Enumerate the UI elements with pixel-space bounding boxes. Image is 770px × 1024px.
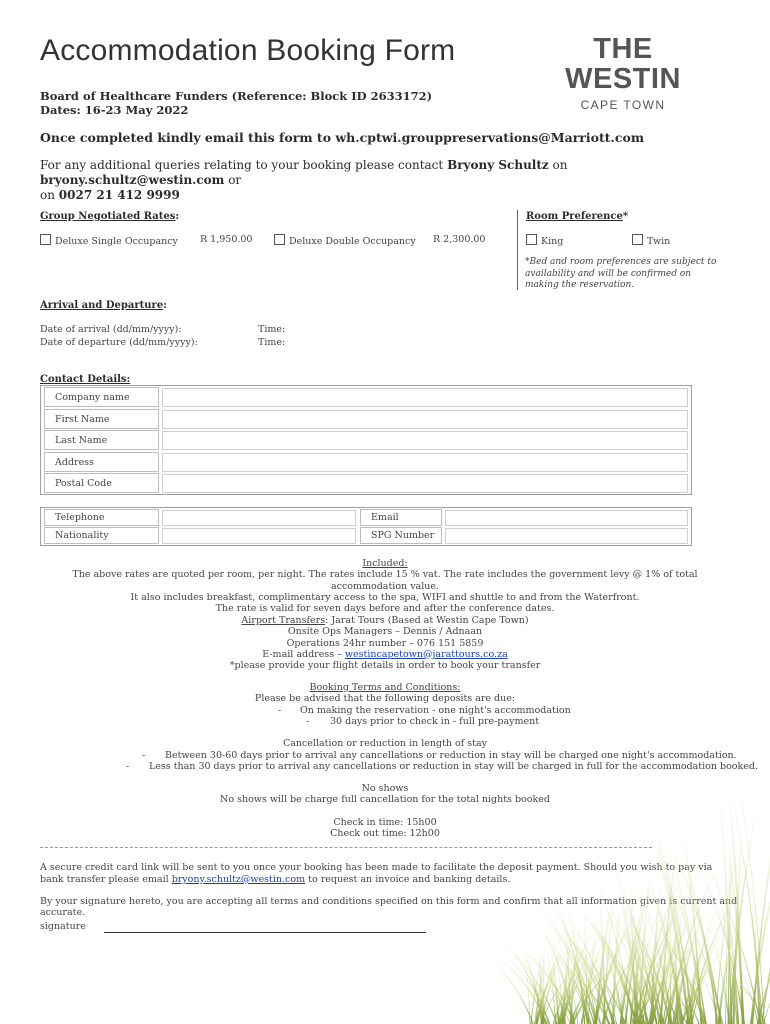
twin-option[interactable] <box>632 234 670 247</box>
transfers-company: : Jarat Tours (Based at Westin Cape Town) <box>325 615 529 626</box>
noshow-heading: No shows <box>361 783 409 794</box>
deposit-dash-1: - <box>278 705 282 716</box>
email-instruction: Once completed kindly email this form to wh.cptwi.grouppreservations@Marriott.com <box>40 130 645 145</box>
cancel-dash-2: - <box>126 761 130 772</box>
transfers-section <box>40 615 730 671</box>
king-label: King <box>541 236 564 247</box>
arrival-heading: Arrival and Departure <box>40 300 164 311</box>
company-name-label: Company name <box>44 387 159 407</box>
nationality-input[interactable] <box>162 528 356 544</box>
transfers-email-line <box>40 649 730 660</box>
contact-paragraph <box>40 158 730 203</box>
rates-heading: Group Negotiated Rates <box>40 211 176 222</box>
single-price: R 1,950.00 <box>200 234 253 245</box>
terms-section <box>40 682 730 705</box>
logo-wordmark: THE WESTIN <box>565 33 681 95</box>
departure-date-label: Date of departure (dd/mm/yyyy): <box>40 337 198 348</box>
postal-code-input[interactable] <box>162 474 688 493</box>
room-pref-heading-wrap <box>526 211 628 222</box>
included-section <box>40 558 730 614</box>
telephone-input[interactable] <box>162 510 356 526</box>
last-name-label: Last Name <box>44 430 159 450</box>
cancel-2: Less than 30 days prior to arrival any cancellations or reduction in stay will be charged in full for the accommodation booked. <box>149 761 759 772</box>
double-label: Deluxe Double Occupancy <box>289 236 416 247</box>
first-name-input[interactable] <box>162 410 688 429</box>
included-line-2: It also includes breakfast, complimentary access to the spa, WIFI and shuttle to and from the Waterfront. <box>130 591 640 603</box>
contact-on2: on <box>40 188 55 202</box>
single-label: Deluxe Single Occupancy <box>55 236 178 247</box>
arrival-time-label: Time: <box>258 324 286 335</box>
transfers-email-pre: E-mail address – <box>262 648 342 660</box>
transfers-heading-line <box>40 615 730 626</box>
included-line-1: The above rates are quoted per room, per night. The rates include 15 % vat. The rate includes the government levy @ 1% of total accommodation value. <box>72 569 698 592</box>
twin-checkbox[interactable] <box>632 234 643 245</box>
telephone-label: Telephone <box>44 509 159 526</box>
twin-label: Twin <box>647 236 671 247</box>
transfers-managers: Onsite Ops Managers – Dennis / Adnaan <box>287 626 483 638</box>
rate-double-option[interactable] <box>274 234 416 247</box>
transfers-email-link[interactable]: westincapetown@jarattours.co.za <box>344 648 508 660</box>
room-pref-asterisk: * <box>622 211 629 222</box>
transfers-flight-note: *please provide your flight details in order to book your transfer <box>229 660 541 672</box>
signature-line[interactable] <box>104 932 426 933</box>
contact-phone: 0027 21 412 9999 <box>58 188 180 202</box>
contact-on: on <box>552 158 568 172</box>
logo-location: CAPE TOWN <box>580 98 666 112</box>
spg-input[interactable] <box>445 528 688 544</box>
room-pref-heading: Room Preference <box>526 211 623 222</box>
room-pref-divider <box>517 210 518 290</box>
credit-pre: A secure credit card link will be sent to you once your booking has been made to facilitate the deposit payment. Should you wish to pay via bank transfer please email <box>40 862 713 885</box>
email-label: Email <box>360 509 442 526</box>
agreement-text: By your signature hereto, you are accepting all terms and conditions specified on this form and confirm that all information given is current and accurate. <box>40 896 738 918</box>
transfers-heading: Airport Transfers <box>241 615 326 626</box>
contact-name: Bryony Schultz <box>447 158 549 172</box>
company-name-input[interactable] <box>162 388 688 407</box>
postal-code-label: Postal Code <box>44 473 159 493</box>
arrival-heading-wrap <box>40 300 167 311</box>
included-heading: Included: <box>362 558 408 569</box>
page-title: Accommodation Booking Form <box>40 34 456 67</box>
deposit-2: 30 days prior to check in - full pre-payment <box>330 716 540 727</box>
address-label: Address <box>44 452 159 472</box>
king-option[interactable] <box>526 234 563 247</box>
event-dates: Dates: 16-23 May 2022 <box>40 103 189 117</box>
cancel-dash-1: - <box>142 750 146 761</box>
deposit-1: On making the reservation - one night's accommodation <box>300 705 571 716</box>
noshow-text: No shows will be charge full cancellation for the total nights booked <box>220 794 550 806</box>
signature-label: signature <box>40 921 86 932</box>
grass-decoration <box>490 770 770 1024</box>
checkin-time: Check in time: 15h00 <box>333 817 437 828</box>
cancel-1: Between 30-60 days prior to arrival any cancellations or reduction in stay will be charged one night's accommodation. <box>165 750 737 761</box>
transfers-ops: Operations 24hr number – 076 151 5859 <box>286 637 484 649</box>
rates-heading-wrap <box>40 211 179 222</box>
spg-label: SPG Number <box>360 527 442 544</box>
terms-heading: Booking Terms and Conditions: <box>309 682 461 693</box>
contact-or: or <box>228 173 242 187</box>
included-line-3: The rate is valid for seven days before and after the conference dates. <box>215 603 555 615</box>
nationality-label: Nationality <box>44 527 159 544</box>
credit-email-link[interactable]: bryony.schultz@westin.com <box>171 874 306 885</box>
cancel-heading: Cancellation or reduction in length of stay <box>282 738 488 749</box>
arrival-colon: : <box>163 300 167 311</box>
departure-time-label: Time: <box>258 337 286 348</box>
king-checkbox[interactable] <box>526 234 537 245</box>
last-name-input[interactable] <box>162 431 688 450</box>
deposit-dash-2: - <box>306 716 310 727</box>
contact-pre: For any additional queries relating to your booking please contact <box>40 158 444 172</box>
checkout-time: Check out time: 12h00 <box>330 828 440 840</box>
single-checkbox[interactable] <box>40 234 51 245</box>
rates-colon: : <box>175 211 180 222</box>
westin-logo <box>532 34 714 112</box>
room-pref-note: *Bed and room preferences are subject to availability and will be confirmed on making the reservation. <box>525 257 717 290</box>
double-price: R 2,300.00 <box>433 234 486 245</box>
double-checkbox[interactable] <box>274 234 285 245</box>
first-name-label: First Name <box>44 409 159 429</box>
terms-intro: Please be advised that the following deposits are due: <box>254 693 516 705</box>
credit-post: to request an invoice and banking details. <box>308 874 511 885</box>
address-input[interactable] <box>162 453 688 472</box>
rate-single-option[interactable] <box>40 234 178 247</box>
arrival-date-label: Date of arrival (dd/mm/yyyy): <box>40 324 182 335</box>
contact-email[interactable]: bryony.schultz@westin.com <box>40 173 225 187</box>
org-reference: Board of Healthcare Funders (Reference: Block ID 2633172) <box>40 89 433 103</box>
contact-heading: Contact Details: <box>40 374 131 385</box>
email-input[interactable] <box>445 510 688 526</box>
